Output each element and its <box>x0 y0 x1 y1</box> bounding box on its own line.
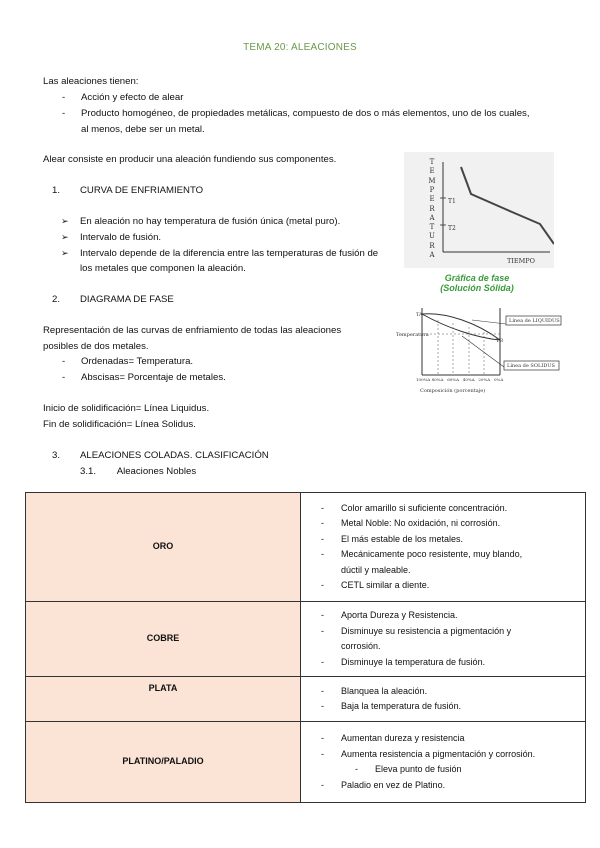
property-item: - Metal Noble: No oxidación, ni corrosión. <box>341 516 581 532</box>
property-item: - CETL similar a diente. <box>341 578 581 594</box>
property-item: - Mecánicamente poco resistente, muy blando, <box>341 547 581 563</box>
property-item-continuation: dúctil y maleable. <box>341 564 411 575</box>
cooling-curve-line <box>461 167 554 244</box>
alear-text: Alear consiste en producir una aleación fundiendo sus componentes. <box>43 154 337 165</box>
metal-name: COBRE <box>26 602 301 677</box>
section-1-title: CURVA DE ENFRIAMIENTO <box>80 185 204 196</box>
cooling-curve-figure <box>404 152 554 268</box>
y-axis-letter: M <box>428 176 436 185</box>
section-1-heading <box>52 183 204 199</box>
section-2-text: posibles de dos metales. <box>43 341 149 352</box>
metal-properties <box>301 602 586 677</box>
subsection-heading <box>80 464 196 480</box>
section-2-item: - Ordenadas= Temperatura. <box>81 354 193 370</box>
metal-name: ORO <box>26 493 301 602</box>
y-axis-letter: U <box>429 232 435 241</box>
y-axis-letter: P <box>429 185 435 194</box>
x-tick-label: 60%A <box>447 377 459 382</box>
property-subitem: - Eleva punto de fusión <box>341 762 581 778</box>
bullet-item-continuation: los metales que componen la aleación. <box>80 263 246 274</box>
section-3-title: ALEACIONES COLADAS. CLASIFICACIÓN <box>80 450 269 461</box>
solidus-text: Fin de solidificación= Línea Solidus. <box>43 419 196 430</box>
y-axis-letter: E <box>429 195 435 204</box>
intro-item-continuation: al menos, debe ser un metal. <box>81 124 205 135</box>
section-3-number: 3. <box>52 450 61 461</box>
y-axis-letter: E <box>429 167 435 176</box>
table-row <box>26 722 586 803</box>
metal-name: PLATINO/PALADIO <box>26 722 301 803</box>
noble-alloys-table <box>25 492 586 803</box>
liquidus-curve <box>422 314 500 340</box>
t2-label: T2 <box>448 225 456 232</box>
metal-properties <box>301 677 586 722</box>
section-2-heading <box>52 292 174 308</box>
y-axis-letter: A <box>429 213 435 222</box>
subsection-number: 3.1. <box>80 466 97 477</box>
x-axis-label: TIEMPO <box>507 257 536 265</box>
property-item: - Color amarillo si suficiente concentración. <box>341 501 581 517</box>
property-item: - El más estable de los metales. <box>341 532 581 548</box>
section-2-number: 2. <box>52 294 61 305</box>
phase-diagram-subtitle: (Solución Sólida) <box>440 283 514 293</box>
x-tick-label: 80%A <box>431 377 444 382</box>
y-axis-letter: R <box>429 204 435 213</box>
section-2-title: DIAGRAMA DE FASE <box>80 294 174 305</box>
property-item: - Blanquea la aleación. <box>341 684 581 700</box>
property-item: - Disminuye su resistencia a pigmentación y <box>341 624 581 640</box>
intro-lead: Las aleaciones tienen: <box>43 76 139 87</box>
table-row <box>26 602 586 677</box>
property-item: - Aporta Dureza y Resistencia. <box>341 608 581 624</box>
cooling-curve-graph <box>404 152 554 268</box>
subsection-title: Aleaciones Nobles <box>116 466 197 477</box>
x-tick-label: 40%A <box>462 377 475 382</box>
property-item: - Aumentan dureza y resistencia <box>341 731 581 747</box>
page-title: TEMA 20: ALEACIONES <box>243 42 357 53</box>
property-item-continuation: corrosión. <box>341 641 381 651</box>
t1-label: T1 <box>448 198 456 205</box>
tb-label: TB <box>496 338 504 344</box>
liquidus-text: Inicio de solidificación= Línea Liquidus. <box>43 403 210 414</box>
liquidus-label: Línea de LIQUIDUS <box>509 318 560 324</box>
table-row <box>26 493 586 602</box>
property-item: - Baja la temperatura de fusión. <box>341 699 581 715</box>
composition-label: Composición (porcentaje) <box>420 388 486 394</box>
bullet-item: ➢ En aleación no hay temperatura de fusión única (metal puro). <box>80 214 340 230</box>
y-axis-letter: T <box>429 158 435 166</box>
phase-diagram-figure <box>392 268 562 402</box>
y-axis-letter: T <box>429 223 435 232</box>
x-tick-label: 20%A <box>478 377 491 382</box>
section-3-heading <box>52 448 269 464</box>
ta-label: TA <box>416 312 423 318</box>
property-item: - Aumenta resistencia a pigmentación y corrosión. <box>341 747 581 763</box>
x-tick-label: 0%A <box>494 377 504 382</box>
y-axis-letter: R <box>429 241 435 250</box>
property-item: - Paladio en vez de Platino. <box>341 778 581 794</box>
x-tick-label: 100%A <box>416 377 431 382</box>
section-1-number: 1. <box>52 185 61 196</box>
bullet-item: ➢ Intervalo depende de la diferencia entre las temperaturas de fusión de <box>80 246 378 262</box>
property-item: - Disminuye la temperatura de fusión. <box>341 655 581 671</box>
solidus-curve <box>422 314 500 340</box>
intro-item: - Producto homogéneo, de propiedades metálicas, compuesto de dos o más elementos, uno de los cuales, <box>81 106 530 122</box>
solidus-label: Línea de SOLIDUS <box>507 363 555 369</box>
metal-properties <box>301 722 586 803</box>
liquidus-pointer <box>472 320 506 324</box>
metal-properties <box>301 493 586 602</box>
y-axis-letter: A <box>429 251 435 259</box>
phase-diagram-title: Gráfica de fase <box>444 273 510 283</box>
table-row <box>26 677 586 722</box>
temperature-label: Temperatura <box>396 332 429 338</box>
bullet-item: ➢ Intervalo de fusión. <box>80 230 161 246</box>
section-2-text: Representación de las curvas de enfriamiento de todas las aleaciones <box>43 325 342 336</box>
intro-item: - Acción y efecto de alear <box>81 90 183 106</box>
section-2-item: - Abscisas= Porcentaje de metales. <box>81 370 226 386</box>
metal-name: PLATA <box>26 677 301 722</box>
